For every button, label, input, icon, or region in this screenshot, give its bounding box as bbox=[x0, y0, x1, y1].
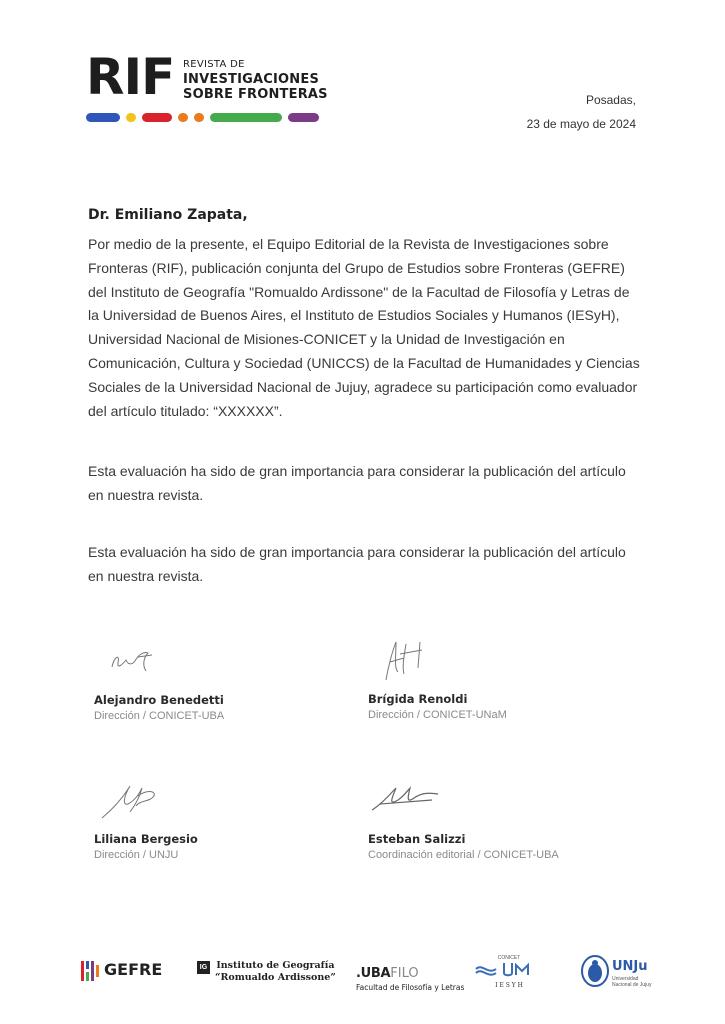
rif-logo-mark: RIF bbox=[86, 48, 175, 106]
signature-benedetti bbox=[108, 643, 156, 673]
salutation: Dr. Emiliano Zapata, bbox=[88, 207, 248, 223]
signature-renoldi bbox=[380, 638, 428, 682]
color-segment-orange-1 bbox=[178, 113, 188, 122]
color-segment-blue bbox=[86, 113, 120, 122]
filo-text: FILO bbox=[390, 966, 419, 981]
logo-line-1: REVISTA DE bbox=[183, 59, 245, 70]
color-segment-red bbox=[142, 113, 172, 122]
unju-sub-line-1: Universidad bbox=[612, 976, 639, 982]
ig-logo-text bbox=[215, 960, 336, 984]
date: 23 de mayo de 2024 bbox=[526, 117, 636, 131]
logo-line-2: INVESTIGACIONES bbox=[183, 72, 320, 87]
unju-shield-icon bbox=[580, 955, 610, 987]
ig-line-1: Instituto de Geografía bbox=[216, 960, 335, 971]
gefre-logo-text: GEFRE bbox=[104, 960, 163, 979]
signatory-3 bbox=[94, 832, 334, 861]
color-segment-green bbox=[210, 113, 282, 122]
color-segment-purple bbox=[288, 113, 319, 122]
logo-line-3: SOBRE FRONTERAS bbox=[183, 87, 328, 102]
paragraph-3: Esta evaluación ha sido de gran importancia para considerar la publicación del artículo en nuestra revista. bbox=[88, 544, 626, 584]
conicet-iesyh-logo bbox=[474, 955, 544, 989]
paragraph-1: Por medio de la presente, el Equipo Editorial de la Revista de Investigaciones sobre Fronteras (RIF), publicación conjunta del Grupo de Estudios sobre Fronteras (GEFRE) del Instituto de Geografía "Romualdo Ardissone" de la Facultad de Filosofía y Letras de la Universidad de Buenos Aires, el Instituto de Estudios Sociales y Humanos (IESyH), Universidad Nacional de Misiones-CONICET y la Unidad de Investigación en Comunicación, Cultura y Sociedad (UNICCS) de la Facultad de Humanidades y Ciencias Sociales de la Universidad Nacional de Jujuy, agradece su participación como evaluador del artículo titulado: “XXXXXX”. bbox=[88, 236, 640, 419]
signature-salizzi bbox=[370, 786, 440, 812]
place: Posadas, bbox=[585, 93, 636, 107]
signatory-role: Dirección / UNJU bbox=[94, 849, 179, 861]
signature-bergesio bbox=[100, 782, 162, 820]
signatory-role: Dirección / CONICET-UBA bbox=[94, 710, 225, 722]
color-segment-orange-2 bbox=[194, 113, 204, 122]
ig-badge: IG bbox=[197, 961, 210, 974]
signatory-name: Alejandro Benedetti bbox=[94, 693, 224, 707]
signatory-role: Coordinación editorial / CONICET-UBA bbox=[368, 849, 559, 861]
signatory-name: Liliana Bergesio bbox=[94, 832, 198, 846]
signatory-4 bbox=[368, 832, 608, 861]
place-date bbox=[527, 88, 636, 136]
paragraph-2: Esta evaluación ha sido de gran importancia para considerar la publicación del artículo en nuestra revista. bbox=[88, 463, 626, 503]
signatory-2 bbox=[368, 692, 608, 721]
conicet-wave-icon bbox=[474, 961, 544, 977]
iesyh-text: I E S Y H bbox=[495, 982, 523, 989]
uba-text: .UBA bbox=[356, 966, 391, 981]
rif-logo-text bbox=[183, 57, 328, 102]
conicet-small-text: CONICET bbox=[497, 955, 521, 961]
gefre-logo-icon bbox=[81, 961, 103, 981]
color-segment-yellow bbox=[126, 113, 136, 122]
signatory-1 bbox=[94, 693, 334, 722]
uba-faculty-text: Facultad de Filosofía y Letras bbox=[356, 983, 465, 992]
uba-filo-logo bbox=[356, 962, 464, 992]
signatory-name: Esteban Salizzi bbox=[368, 832, 466, 846]
unju-subtext bbox=[612, 976, 672, 988]
ig-line-2: “Romualdo Ardissone” bbox=[215, 972, 336, 983]
signatory-name: Brígida Renoldi bbox=[368, 692, 468, 706]
unju-sub-line-2: Nacional de Jujuy bbox=[612, 982, 652, 988]
signatory-role: Dirección / CONICET-UNaM bbox=[368, 709, 507, 721]
unju-text: UNJu bbox=[612, 959, 648, 974]
